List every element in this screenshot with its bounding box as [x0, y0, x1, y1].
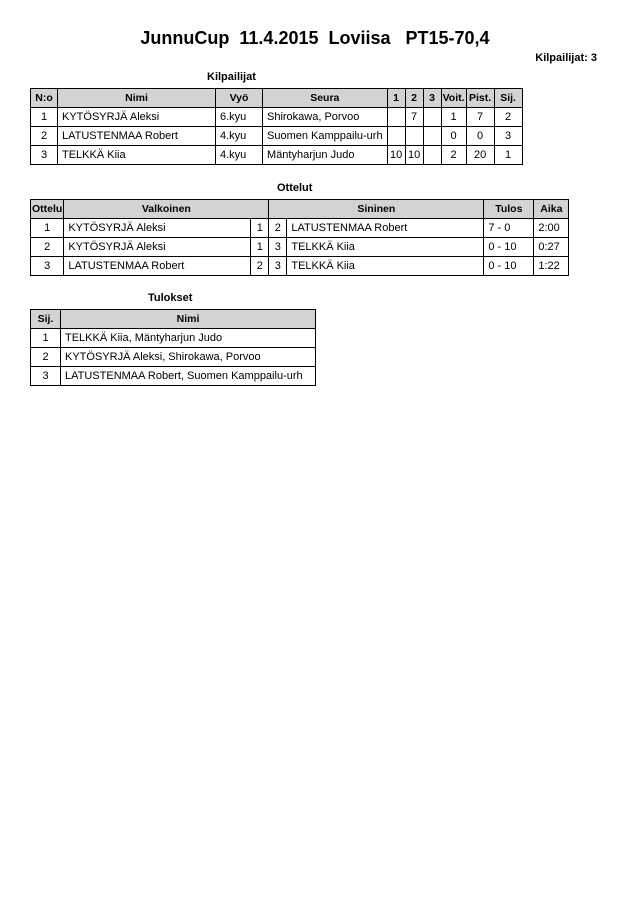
cell-white-number: 2 — [251, 257, 269, 276]
cell-match-number: 3 — [31, 257, 64, 276]
table-row — [31, 367, 316, 386]
results-document — [0, 28, 630, 919]
cell-club: Mäntyharjun Judo — [263, 146, 388, 165]
cell-match-number: 1 — [31, 219, 64, 238]
cell-white-name: KYTÖSYRJÄ Aleksi — [64, 219, 251, 238]
matches-header-row — [31, 200, 569, 219]
cell-white-number: 1 — [251, 219, 269, 238]
cell-time: 0:27 — [534, 238, 569, 257]
cell-match1: 10 — [387, 146, 405, 165]
cell-club: Suomen Kamppailu-urh — [263, 127, 388, 146]
cell-rank: 1 — [31, 329, 61, 348]
cell-match2: 10 — [405, 146, 423, 165]
cell-blue-name: LATUSTENMAA Robert — [287, 219, 484, 238]
col-header-points: Pist. — [466, 89, 494, 108]
cell-white-number: 1 — [251, 238, 269, 257]
cell-wins: 2 — [441, 146, 466, 165]
cell-club: Shirokawa, Porvoo — [263, 108, 388, 127]
col-header-blue: Sininen — [269, 200, 484, 219]
cell-match3 — [423, 127, 441, 146]
cell-name: KYTÖSYRJÄ Aleksi — [58, 108, 216, 127]
cell-belt: 4.kyu — [216, 146, 263, 165]
table-row — [31, 219, 569, 238]
col-header-match-number: Ottelu — [31, 200, 64, 219]
col-header-match2: 2 — [405, 89, 423, 108]
table-row — [31, 329, 316, 348]
cell-name: KYTÖSYRJÄ Aleksi, Shirokawa, Porvoo — [61, 348, 316, 367]
cell-points: 0 — [466, 127, 494, 146]
cell-name: LATUSTENMAA Robert, Suomen Kamppailu-urh — [61, 367, 316, 386]
col-header-rank: Sij. — [494, 89, 522, 108]
results-heading: Tulokset — [148, 292, 193, 304]
col-header-white: Valkoinen — [64, 200, 269, 219]
competitors-count: Kilpailijat: 3 — [535, 52, 597, 64]
cell-number: 1 — [31, 108, 58, 127]
cell-time: 1:22 — [534, 257, 569, 276]
cell-time: 2:00 — [534, 219, 569, 238]
cell-match-number: 2 — [31, 238, 64, 257]
cell-blue-name: TELKKÄ Kiia — [287, 257, 484, 276]
cell-result: 7 - 0 — [484, 219, 534, 238]
matches-heading: Ottelut — [277, 182, 313, 194]
cell-points: 7 — [466, 108, 494, 127]
cell-wins: 1 — [441, 108, 466, 127]
competitors-header-row — [31, 89, 523, 108]
cell-blue-name: TELKKÄ Kiia — [287, 238, 484, 257]
cell-rank: 3 — [494, 127, 522, 146]
col-header-name: Nimi — [61, 310, 316, 329]
cell-result: 0 - 10 — [484, 257, 534, 276]
competitors-table — [30, 88, 523, 165]
col-header-rank: Sij. — [31, 310, 61, 329]
cell-rank: 2 — [31, 348, 61, 367]
cell-belt: 6.kyu — [216, 108, 263, 127]
table-row — [31, 348, 316, 367]
table-row — [31, 127, 523, 146]
cell-white-name: KYTÖSYRJÄ Aleksi — [64, 238, 251, 257]
cell-number: 3 — [31, 146, 58, 165]
page-title: JunnuCup 11.4.2015 Loviisa PT15-70,4 — [140, 28, 490, 48]
cell-match2 — [405, 127, 423, 146]
cell-rank: 1 — [494, 146, 522, 165]
cell-belt: 4.kyu — [216, 127, 263, 146]
col-header-wins: Voit. — [441, 89, 466, 108]
cell-wins: 0 — [441, 127, 466, 146]
cell-rank: 2 — [494, 108, 522, 127]
cell-match2: 7 — [405, 108, 423, 127]
cell-result: 0 - 10 — [484, 238, 534, 257]
col-header-result: Tulos — [484, 200, 534, 219]
matches-table — [30, 199, 569, 276]
cell-rank: 3 — [31, 367, 61, 386]
col-header-match3: 3 — [423, 89, 441, 108]
cell-match3 — [423, 108, 441, 127]
table-row — [31, 238, 569, 257]
cell-number: 2 — [31, 127, 58, 146]
col-header-time: Aika — [534, 200, 569, 219]
cell-points: 20 — [466, 146, 494, 165]
col-header-number: N:o — [31, 89, 58, 108]
cell-match1 — [387, 108, 405, 127]
col-header-name: Nimi — [58, 89, 216, 108]
cell-blue-number: 3 — [269, 257, 287, 276]
cell-blue-number: 2 — [269, 219, 287, 238]
col-header-match1: 1 — [387, 89, 405, 108]
table-row — [31, 108, 523, 127]
results-table — [30, 309, 316, 386]
cell-name: TELKKÄ Kiia — [58, 146, 216, 165]
cell-name: LATUSTENMAA Robert — [58, 127, 216, 146]
cell-blue-number: 3 — [269, 238, 287, 257]
results-header-row — [31, 310, 316, 329]
cell-match3 — [423, 146, 441, 165]
cell-match1 — [387, 127, 405, 146]
cell-white-name: LATUSTENMAA Robert — [64, 257, 251, 276]
table-row — [31, 146, 523, 165]
competitors-heading: Kilpailijat — [207, 71, 256, 83]
cell-name: TELKKÄ Kiia, Mäntyharjun Judo — [61, 329, 316, 348]
col-header-club: Seura — [263, 89, 388, 108]
col-header-belt: Vyö — [216, 89, 263, 108]
table-row — [31, 257, 569, 276]
